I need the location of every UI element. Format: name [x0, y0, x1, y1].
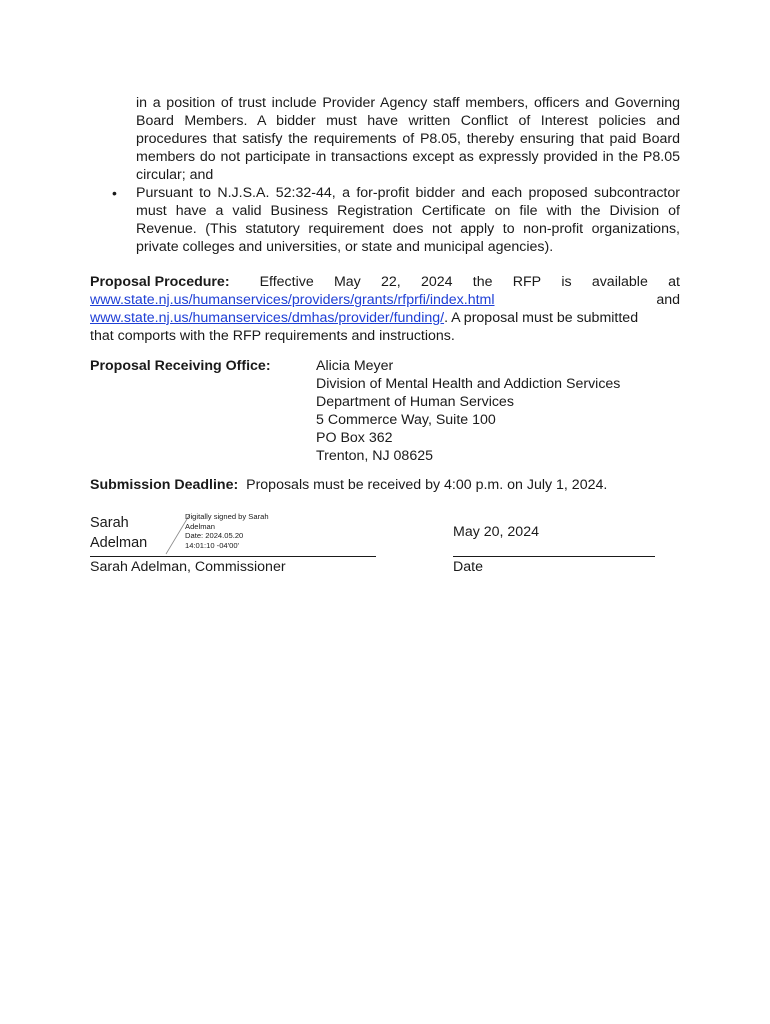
signature-name	[90, 513, 147, 553]
office-city: Trenton, NJ 08625	[316, 448, 433, 464]
procedure-line-3	[90, 309, 680, 327]
submission-deadline	[90, 476, 607, 494]
procedure-intro-word: the	[472, 274, 493, 290]
digital-date-line: Date: 2024.05.20	[185, 531, 244, 541]
signature-last-name: Adelman	[90, 535, 148, 551]
signature-first-name: Sarah	[90, 515, 129, 531]
date-caption: Date	[453, 559, 483, 575]
procedure-intro-word: 22,	[381, 274, 401, 290]
signature-line	[90, 556, 376, 557]
office-department: Department of Human Services	[316, 394, 514, 410]
digital-signer-line-2: Adelman	[185, 521, 215, 531]
procedure-line-1	[90, 273, 680, 291]
bullet-marker: •	[112, 185, 117, 201]
proposal-procedure-paragraph	[90, 273, 680, 345]
office-contact-name: Alicia Meyer	[316, 358, 394, 374]
procedure-intro-word: RFP	[512, 274, 542, 290]
digital-time-line: 14:01:10 -04'00'	[185, 540, 239, 550]
rfp-link-providers[interactable]: www.state.nj.us/humanservices/providers/grants/rfprfi/index.html	[90, 292, 495, 308]
procedure-label: Proposal Procedure:	[90, 274, 230, 290]
procedure-line-4: that comports with the RFP requirements and instructions.	[90, 328, 455, 344]
procedure-intro-word: at	[668, 274, 680, 290]
continuation-paragraph: in a position of trust include Provider Agency staff members, officers and Governing Board Members. A bidder must have written Conflict of Interest policies and procedures that satisfy the requirements of P8.05, thereby ensuring that paid Board members do not participate in transactions except as expressly provided in the P8.05 circular; and	[136, 95, 680, 183]
procedure-intro-word: available	[591, 274, 648, 290]
receiving-office-label: Proposal Receiving Office:	[90, 358, 271, 374]
procedure-submission-text: . A proposal must be submitted	[444, 310, 639, 326]
procedure-intro-word: 2024	[420, 274, 453, 290]
office-po-box: PO Box 362	[316, 430, 393, 446]
digital-signature-stamp	[185, 512, 285, 550]
deadline-label: Submission Deadline:	[90, 477, 239, 493]
rfp-link-dmhas[interactable]: www.state.nj.us/humanservices/dmhas/provider/funding/	[90, 310, 445, 326]
signature-date: May 20, 2024	[453, 524, 539, 540]
deadline-text: Proposals must be received by 4:00 p.m. on July 1, 2024.	[246, 477, 608, 493]
signature-caption: Sarah Adelman, Commissioner	[90, 559, 286, 575]
procedure-intro-text	[260, 273, 680, 291]
office-street: 5 Commerce Way, Suite 100	[316, 412, 496, 428]
and-word: and	[656, 292, 680, 308]
procedure-intro-word: Effective	[259, 274, 314, 290]
digital-signer-line: Digitally signed by Sarah	[185, 512, 269, 521]
procedure-intro-word: is	[561, 274, 572, 290]
procedure-line-2	[90, 291, 680, 309]
office-division: Division of Mental Health and Addiction Services	[316, 376, 621, 392]
procedure-intro-words	[260, 273, 680, 291]
procedure-intro-word: May	[333, 274, 361, 290]
bullet-item-registration: Pursuant to N.J.S.A. 52:32-44, a for-profit bidder and each proposed subcontractor must have a valid Business Registration Certificate on file with the Division of Revenue. (This statutory requirement does not apply to non-profit organizations, private colleges and universities, or state and municipal agencies).	[136, 185, 680, 255]
date-line	[453, 556, 655, 557]
receiving-office-address	[316, 357, 620, 465]
